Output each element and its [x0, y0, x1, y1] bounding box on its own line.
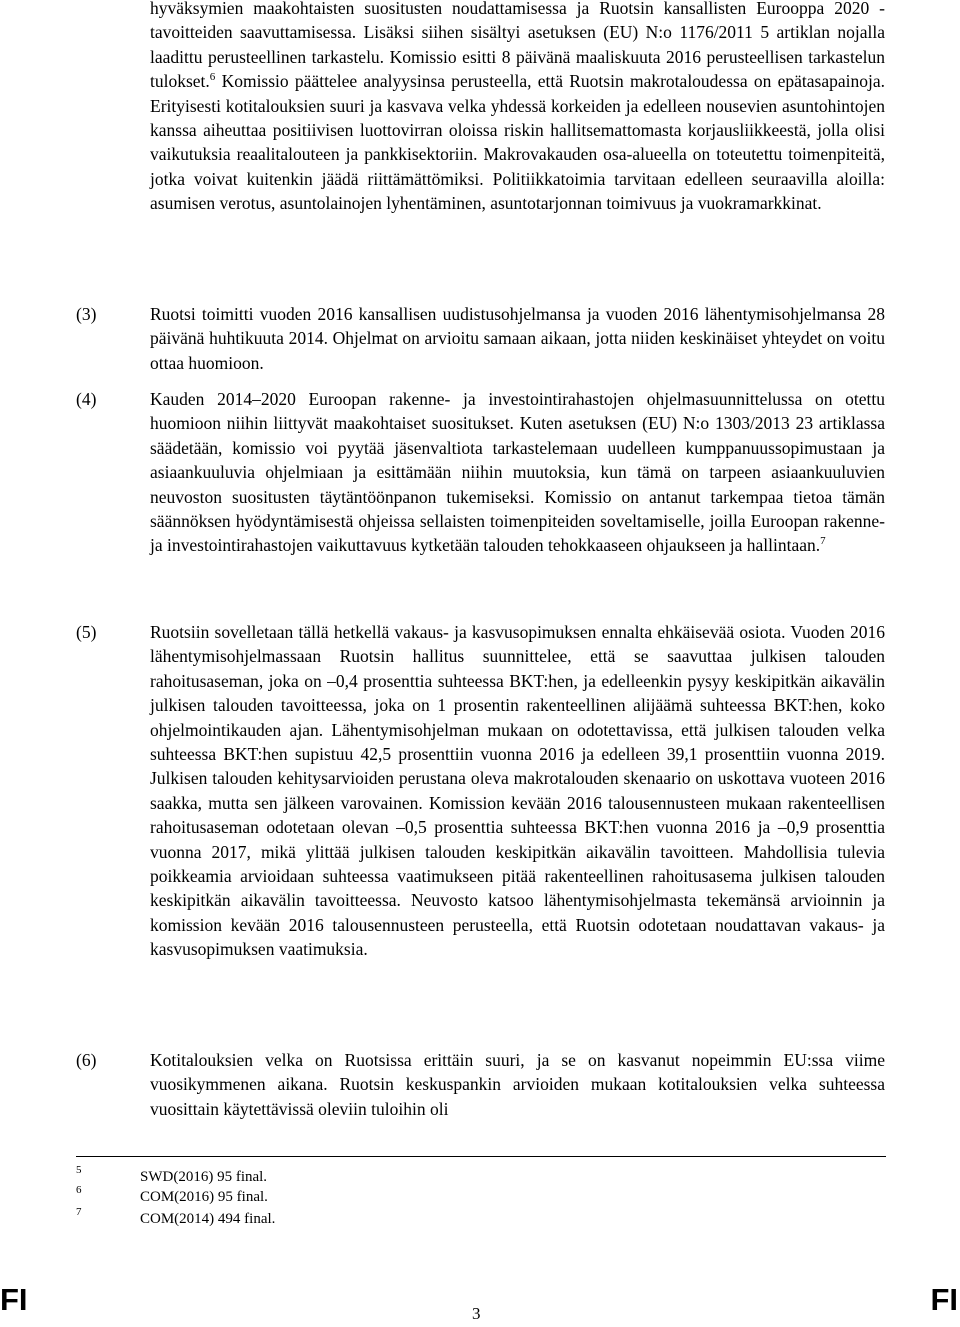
- recital-2-continuation: [150, 0, 885, 216]
- language-code-right: FI: [930, 1282, 958, 1317]
- footnote-ref-7: 7: [820, 535, 826, 548]
- recital-3-number: (3): [76, 304, 97, 324]
- footnote-marker: 7: [76, 1206, 82, 1218]
- recital-5-number: (5): [76, 622, 97, 642]
- recital-6-text: Kotitalouksien velka on Ruotsissa erittäin suuri, ja se on kasvanut nopeimmin EU:ssa viime vuosikymmenen aikana. Ruotsin keskuspankin arvioiden mukaan kotitalouksien velka suhteessa vuosittain käytettävissä oleviin tuloihin oli: [150, 1050, 885, 1119]
- footnote-text: SWD(2016) 95 final.: [140, 1169, 268, 1185]
- recital-6-number: (6): [76, 1050, 97, 1070]
- recital-4: [150, 387, 885, 558]
- footnote-marker: 5: [76, 1164, 82, 1176]
- recital-2-text-a: hyväksymien maakohtaisten suositusten noudattamisessa ja Ruotsin kansallisten Eurooppa 2020 -tavoitteiden saavuttamisessa. Lisäksi siihen sisältyi asetuksen (EU) N:o 1176/2011 5 artiklan nojalla laadittu perusteellinen tarkastelu. Komissio esitti 8 päivänä maaliskuuta 2016 perusteellisen tarkastelun tulokset.: [150, 0, 885, 92]
- footnote-text: COM(2014) 494 final.: [140, 1211, 276, 1227]
- footnote-marker: 6: [76, 1184, 82, 1196]
- recital-3-text: Ruotsi toimitti vuoden 2016 kansallisen uudistusohjelmansa ja vuoden 2016 lähentymisohjelmansa 28 päivänä huhtikuuta 2014. Ohjelmat on arvioitu samaan aikaan, jotta niiden keskinäiset yhteydet on voitu ottaa huomioon.: [150, 304, 885, 373]
- recital-5-text: Ruotsiin sovelletaan tällä hetkellä vakaus- ja kasvusopimuksen ennalta ehkäisevää osiota. Vuoden 2016 lähentymisohjelmassaan Ruotsin hallitus suunnittelee, että se saavuttaa julkisen talouden rahoitusaseman, joka on –0,4 prosenttia suhteessa BKT:hen, ja edelleenkin pysyy keskipitkän aikavälin julkisen talouden tavoitteessa, joka on 1 prosentin rakenteellinen alijäämä suhteessa BKT:hen, koko ohjelmointikauden ajan. Lähentymisohjelman mukaan on odotettavissa, että julkisen talouden velka suhteessa BKT:hen supistuu 42,5 prosenttiin vuonna 2016 ja edelleen 39,1 prosenttiin vuonna 2019. Julkisen talouden kehitysarvioiden perustana oleva makrotalouden skenaario on uskottava vuoteen 2016 saakka, mutta sen jälkeen varovainen. Komission kevään 2016 talousennusteen mukaan rakenteellisen rahoitusaseman odotetaan olevan –0,5 prosenttia suhteessa BKT:hen vuonna 2016 ja –0,9 prosenttia vuonna 2017, mikä ylittää julkisen talouden keskipitkän aikavälin tavoitteen. Mahdollisia tulevia poikkeamia arvioidaan suhteessa vaatimukseen pitää rakenteellinen rahoitusasema julkisen talouden keskipitkän aikavälin tavoitteessa. Neuvosto katsoo lähentymisohjelmasta tekemänsä arvioinnin ja komission kevään 2016 talousennusteen perusteella, että Ruotsin odotetaan noudattavan vakaus- ja kasvusopimuksen vaatimuksia.: [150, 622, 885, 960]
- language-code-left: FI: [0, 1282, 28, 1317]
- page-number: 3: [472, 1304, 481, 1323]
- recital-2-text-b: Komissio päättelee analyysinsa perusteella, että Ruotsin makrotaloudessa on epätasapainoja. Erityisesti kotitalouksien suuri ja kasvava velka yhdessä korkeiden ja edelleen nousevien asuntohintojen kanssa aiheuttaa positiivisen luottovirran oloissa riskin hallitsemattomasta korjausliikkeestä, jolla olisi vaikutuksia reaalitalouteen ja pankkisektoriin. Makrovakauden osa-alueella on toteutettu toimenpiteitä, jotka voivat kuitenkin jäädä riittämättömiksi. Politiikkatoimia tarvitaan edelleen seuraavilla aloilla: asumisen verotus, asuntolainojen lyhentäminen, asuntotarjonnan toimivuus ja vuokramarkkinat.: [150, 71, 885, 214]
- recital-4-text: Kauden 2014–2020 Euroopan rakenne- ja investointirahastojen ohjelmasuunnittelussa on otettu huomioon niihin liittyvät maakohtaiset suositukset. Kuten asetuksen (EU) N:o 1303/2013 23 artiklassa säädetään, komissio voi pyytää jäsenvaltiota tarkastelemaan uudelleen kumppanuussopimustaan ja asiaankuuluvia ohjelmiaan ja esittämään niihin muutoksia, kun tämä on tarpeen asiaankuuluvien neuvoston suositusten täytäntöönpanon tukemiseksi. Komissio on antanut tarkempaa tietoa tämän säännöksen hyödyntämisestä ohjeissa sellaisten toimenpiteiden soveltamiselle, joilla Euroopan rakenne- ja investointirahastojen vaikuttavuus kytketään talouden tehokkaaseen ohjaukseen ja hallintaan.: [150, 389, 885, 556]
- footnote-ref-6: 6: [209, 71, 216, 84]
- footnote-separator: [76, 1156, 886, 1157]
- recital-4-number: (4): [76, 389, 97, 409]
- footnote-text: COM(2016) 95 final.: [140, 1189, 268, 1205]
